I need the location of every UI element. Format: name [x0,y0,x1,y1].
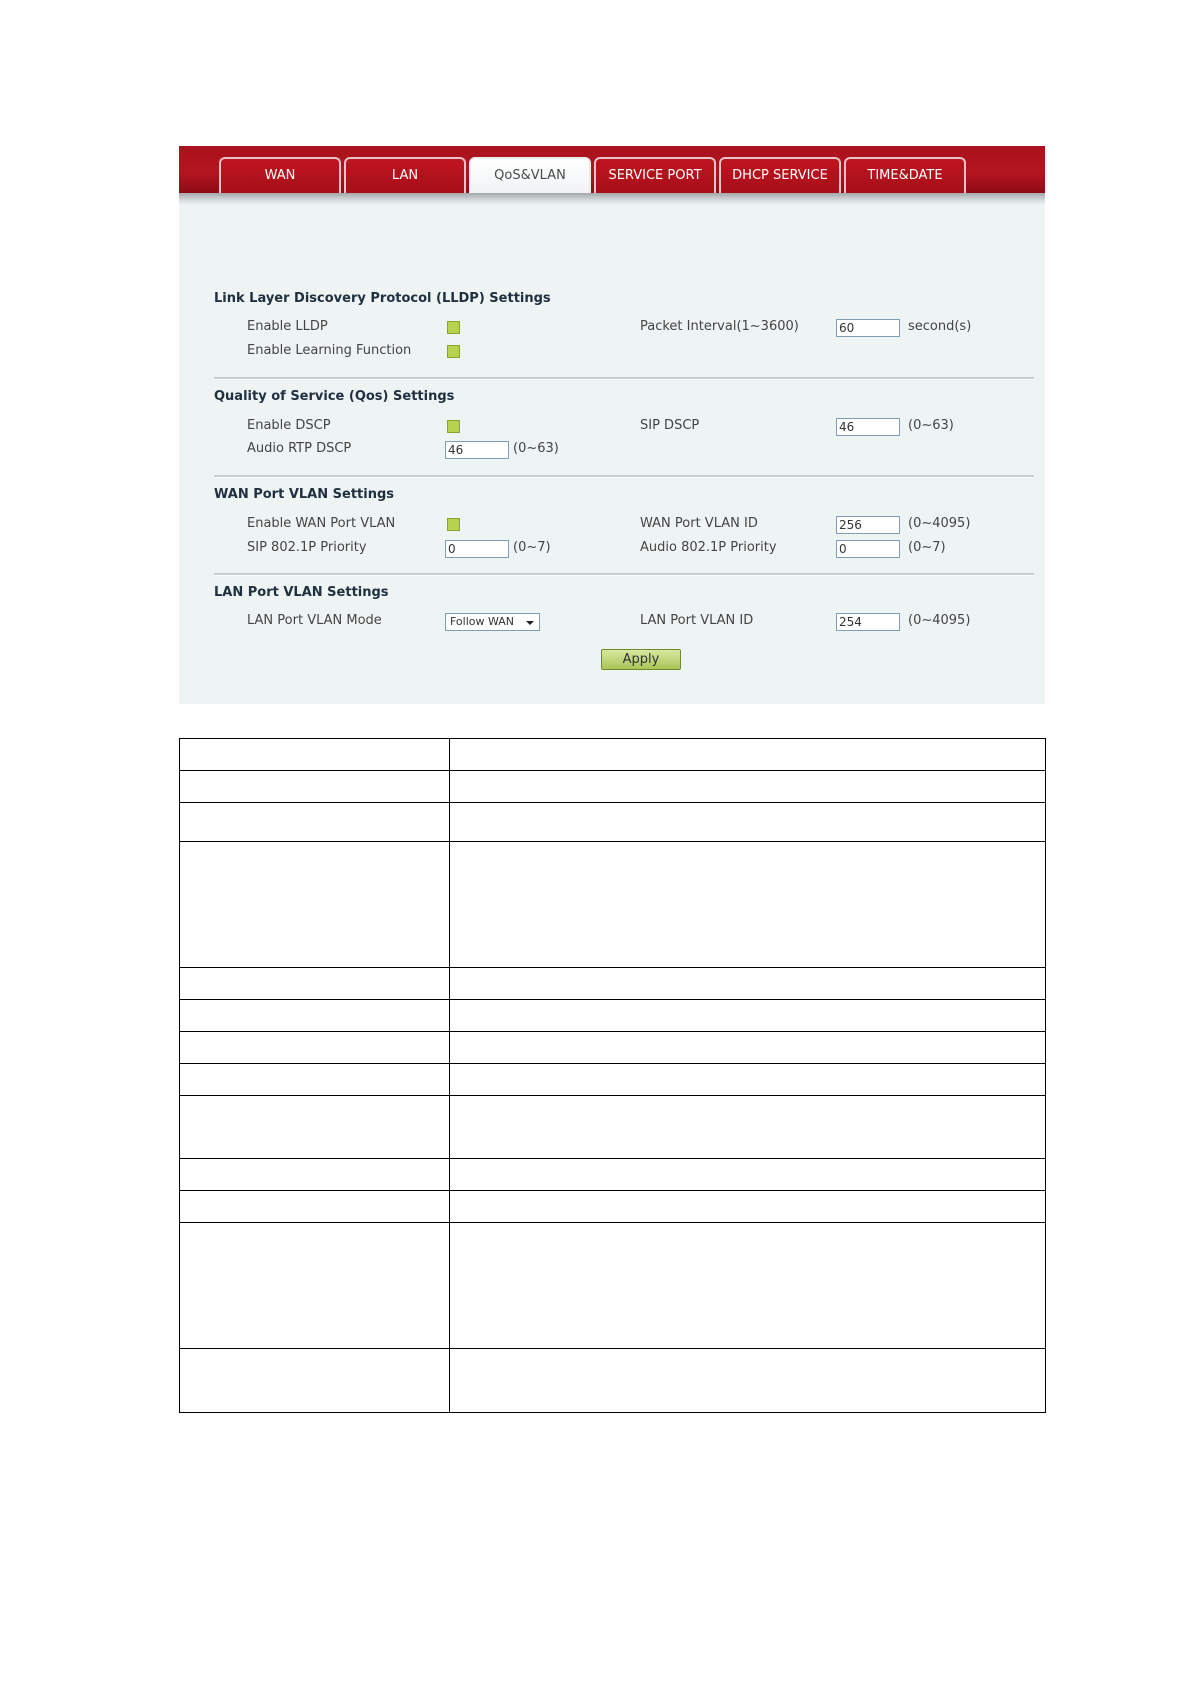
wan-vlan-id-range: (0~4095) [908,516,971,531]
enable-wan-vlan-checkbox[interactable] [447,518,460,531]
enable-dscp-label: Enable DSCP [247,418,331,433]
wan-vlan-section-title: WAN Port VLAN Settings [214,487,395,502]
sip-priority-label: SIP 802.1P Priority [247,540,367,555]
table-cell [450,739,1046,771]
enable-lldp-checkbox[interactable] [447,321,460,334]
tab-time-date[interactable]: TIME&DATE [844,157,966,193]
table-cell [180,739,450,771]
table-cell [180,968,450,1000]
table-row [180,1223,1046,1349]
table-cell [180,1191,450,1223]
table-cell [180,1349,450,1413]
lan-vlan-mode-label: LAN Port VLAN Mode [247,613,382,628]
sip-priority-range: (0~7) [513,540,551,555]
lan-vlan-id-label: LAN Port VLAN ID [640,613,754,628]
tab-dhcp-service[interactable]: DHCP SERVICE [719,157,841,193]
table-cell [450,1223,1046,1349]
table-cell [180,1064,450,1096]
table-row [180,968,1046,1000]
tab-bar-shadow [179,193,1045,205]
section-divider [214,475,1034,478]
chevron-down-icon [526,621,534,625]
lan-vlan-mode-value: Follow WAN [450,615,515,628]
table-row [180,739,1046,771]
table-row [180,1064,1046,1096]
table-cell [450,842,1046,968]
settings-panel [179,146,1045,704]
audio-rtp-dscp-input[interactable]: 46 [445,441,509,459]
table-cell [180,803,450,842]
tab-wan[interactable]: WAN [219,157,341,193]
table-cell [180,1159,450,1191]
audio-rtp-dscp-range: (0~63) [513,441,559,456]
table-cell [180,1223,450,1349]
table-cell [180,842,450,968]
wan-vlan-id-label: WAN Port VLAN ID [640,516,758,531]
table-cell [180,1032,450,1064]
enable-wan-vlan-label: Enable WAN Port VLAN [247,516,396,531]
packet-interval-label: Packet Interval(1~3600) [640,319,799,334]
audio-priority-range: (0~7) [908,540,946,555]
table-cell [450,1032,1046,1064]
sip-priority-input[interactable]: 0 [445,540,509,558]
audio-priority-label: Audio 802.1P Priority [640,540,777,555]
table-cell [450,1159,1046,1191]
table-cell [180,1000,450,1032]
table-row [180,1096,1046,1159]
tab-bar [179,146,1045,193]
table-row [180,1159,1046,1191]
table-row [180,842,1046,968]
enable-dscp-checkbox[interactable] [447,420,460,433]
table-row [180,1000,1046,1032]
enable-lldp-label: Enable LLDP [247,319,328,334]
lan-vlan-section-title: LAN Port VLAN Settings [214,585,389,600]
lldp-section-title: Link Layer Discovery Protocol (LLDP) Settings [214,291,551,306]
table-cell [450,1064,1046,1096]
tab-service-port[interactable]: SERVICE PORT [594,157,716,193]
table-cell [180,1096,450,1159]
enable-learning-checkbox[interactable] [447,345,460,358]
tab-lan[interactable]: LAN [344,157,466,193]
table-cell [450,1096,1046,1159]
tab-qos-vlan[interactable]: QoS&VLAN [469,157,591,195]
lan-vlan-mode-select[interactable] [445,613,540,631]
lan-vlan-id-input[interactable]: 254 [836,613,900,631]
table-cell [450,968,1046,1000]
apply-button[interactable]: Apply [601,649,681,670]
wan-vlan-id-input[interactable]: 256 [836,516,900,534]
table-cell [450,1000,1046,1032]
audio-priority-input[interactable]: 0 [836,540,900,558]
description-table [179,738,1046,1413]
table-row [180,1032,1046,1064]
qos-section-title: Quality of Service (Qos) Settings [214,389,455,404]
section-divider [214,573,1034,576]
table-row [180,803,1046,842]
audio-rtp-dscp-label: Audio RTP DSCP [247,441,352,456]
enable-learning-label: Enable Learning Function [247,343,412,358]
table-cell [180,771,450,803]
packet-interval-unit: second(s) [908,319,972,334]
table-cell [450,1349,1046,1413]
packet-interval-input[interactable]: 60 [836,319,900,337]
lan-vlan-id-range: (0~4095) [908,613,971,628]
sip-dscp-input[interactable]: 46 [836,418,900,436]
sip-dscp-range: (0~63) [908,418,954,433]
table-cell [450,771,1046,803]
table-row [180,771,1046,803]
table-row [180,1191,1046,1223]
table-cell [450,1191,1046,1223]
table-cell [450,803,1046,842]
section-divider [214,377,1034,380]
sip-dscp-label: SIP DSCP [640,418,700,433]
table-row [180,1349,1046,1413]
